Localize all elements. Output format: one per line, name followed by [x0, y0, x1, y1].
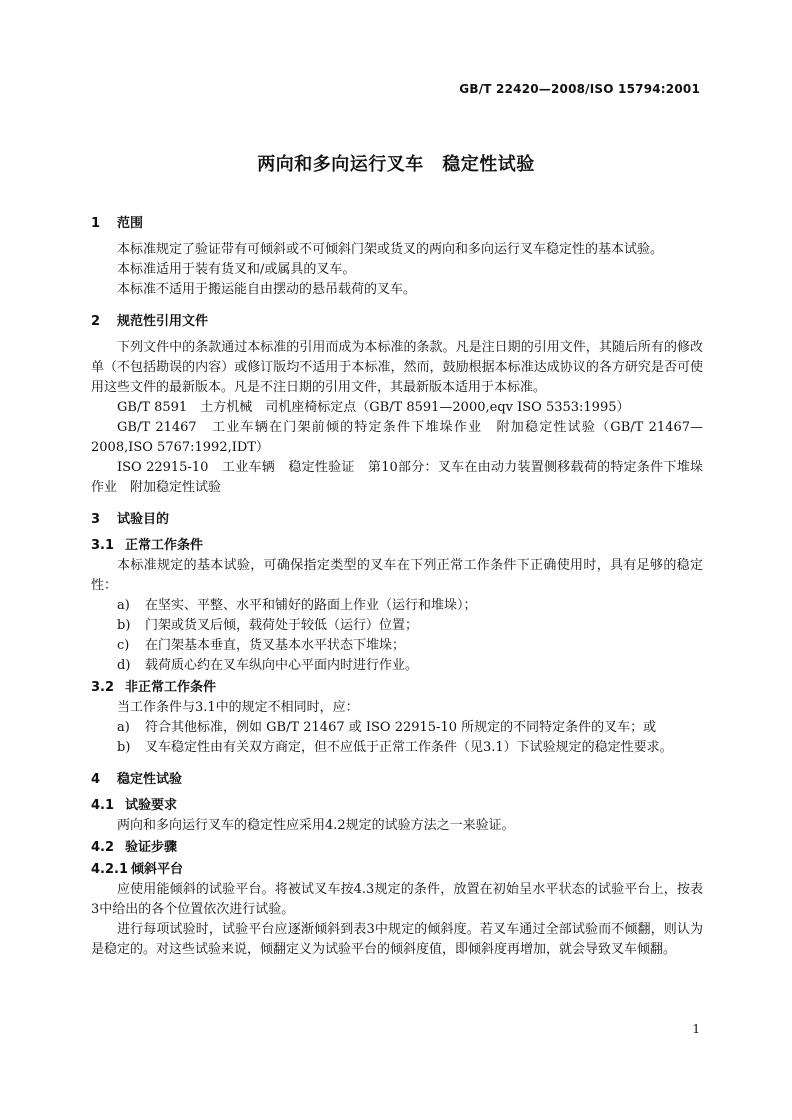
document-body [91, 214, 703, 960]
section-3-heading [91, 510, 703, 530]
paragraph: 下列文件中的条款通过本标准的引用而成为本标准的条款。凡是注日期的引用文件，其随后所有的修改单（不包括勘误的内容）或修订版均不适用于本标准，然而，鼓励根据本标准达成协议的各方研究是否可使用这些文件的最新版本。凡是不注日期的引用文件，其最新版本适用于本标准。 [91, 340, 703, 395]
paragraph: 本标准不适用于搬运能自由摆动的悬吊载荷的叉车。 [117, 282, 417, 297]
section-number: 3 [91, 512, 101, 527]
section-title: 试验目的 [117, 512, 170, 527]
subsection-title: 试验要求 [125, 798, 178, 813]
subsection-3-2-heading [91, 678, 703, 698]
section-2-heading [91, 312, 703, 332]
document-title: 两向和多向运行叉车 稳定性试验 [257, 154, 535, 175]
list-item [91, 596, 703, 616]
list-item [91, 656, 703, 676]
subsection-title: 非正常工作条件 [125, 680, 217, 695]
section-number: 4 [91, 772, 101, 787]
subsection-title: 正常工作条件 [125, 538, 204, 553]
section-title: 范围 [117, 216, 144, 231]
list-item [91, 636, 703, 656]
list-marker: a) [117, 598, 130, 613]
normative-reference: ISO 22915-10 工业车辆 稳定性验证 第10部分：叉车在由动力装置侧移载荷的特定条件下堆垛作业 附加稳定性试验 [91, 460, 703, 495]
normative-reference: GB/T 8591 土方机械 司机座椅标定点（GB/T 8591—2000,eqv ISO 5353:1995） [117, 400, 630, 415]
list-item [91, 616, 703, 636]
subsection-title: 验证步骤 [125, 840, 178, 855]
section-4-heading [91, 770, 703, 790]
paragraph: 当工作条件与3.1中的规定不相同时，应： [117, 700, 359, 715]
subsection-4-1-heading [91, 796, 703, 816]
list-item [91, 738, 703, 758]
list-text: 载荷质心约在叉车纵向中心平面内时进行作业。 [145, 658, 419, 673]
section-number: 1 [91, 216, 101, 231]
page-number: 1 [692, 1022, 700, 1036]
paragraph: 两向和多向运行叉车的稳定性应采用4.2规定的试验方法之一来验证。 [117, 818, 515, 833]
subsection-number: 3.2 [91, 680, 115, 695]
list-item [91, 718, 703, 738]
section-title: 稳定性试验 [117, 772, 183, 787]
subsection-number: 3.1 [91, 538, 115, 553]
subsection-number: 4.2.1 [91, 862, 129, 877]
paragraph: 本标准规定了验证带有可倾斜或不可倾斜门架或货叉的两向和多向运行叉车稳定性的基本试验。 [117, 242, 664, 257]
list-text: 符合其他标准，例如 GB/T 21467 或 ISO 22915-10 所规定的不同特定条件的叉车；或 [145, 720, 657, 735]
list-text: 在坚实、平整、水平和铺好的路面上作业（运行和堆垛）； [145, 598, 477, 613]
list-marker: b) [117, 618, 131, 633]
list-marker: c) [117, 638, 130, 653]
subsection-title: 倾斜平台 [131, 862, 184, 877]
paragraph: 本标准规定的基本试验，可确保指定类型的叉车在下列正常工作条件下正确使用时，具有足够的稳定性： [91, 558, 703, 593]
list-marker: d) [117, 658, 131, 673]
list-marker: b) [117, 740, 131, 755]
paragraph: 本标准适用于装有货叉和/或属具的叉车。 [117, 262, 356, 277]
paragraph: 应使用能倾斜的试验平台。将被试叉车按4.3规定的条件，放置在初始呈水平状态的试验平台上，按表3中给出的各个位置依次进行试验。 [91, 882, 703, 917]
paragraph: 进行每项试验时，试验平台应逐渐倾斜到表3中规定的倾斜度。若叉车通过全部试验而不倾翻，则认为是稳定的。对这些试验来说，倾翻定义为试验平台的倾斜度值，即倾斜度再增加，就会导致叉车倾翻。 [91, 922, 703, 957]
section-number: 2 [91, 314, 101, 329]
standard-code-header: GB/T 22420—2008/ISO 15794:2001 [459, 82, 700, 96]
section-1-heading [91, 214, 703, 234]
subsection-4-2-1-heading [91, 860, 703, 880]
list-text: 在门架基本垂直，货叉基本水平状态下堆垛； [145, 638, 406, 653]
list-marker: a) [117, 720, 130, 735]
subsection-4-2-heading [91, 838, 703, 858]
normative-reference: GB/T 21467 工业车辆在门架前倾的特定条件下堆垛作业 附加稳定性试验（GB/T 21467—2008,ISO 5767:1992,IDT） [91, 420, 703, 455]
section-title: 规范性引用文件 [117, 314, 209, 329]
subsection-3-1-heading [91, 536, 703, 556]
list-text: 门架或货叉后倾，载荷处于较低（运行）位置； [145, 618, 419, 633]
subsection-number: 4.2 [91, 840, 115, 855]
subsection-number: 4.1 [91, 798, 115, 813]
list-text: 叉车稳定性由有关双方商定，但不应低于正常工作条件（见3.1）下试验规定的稳定性要求。 [145, 740, 673, 755]
